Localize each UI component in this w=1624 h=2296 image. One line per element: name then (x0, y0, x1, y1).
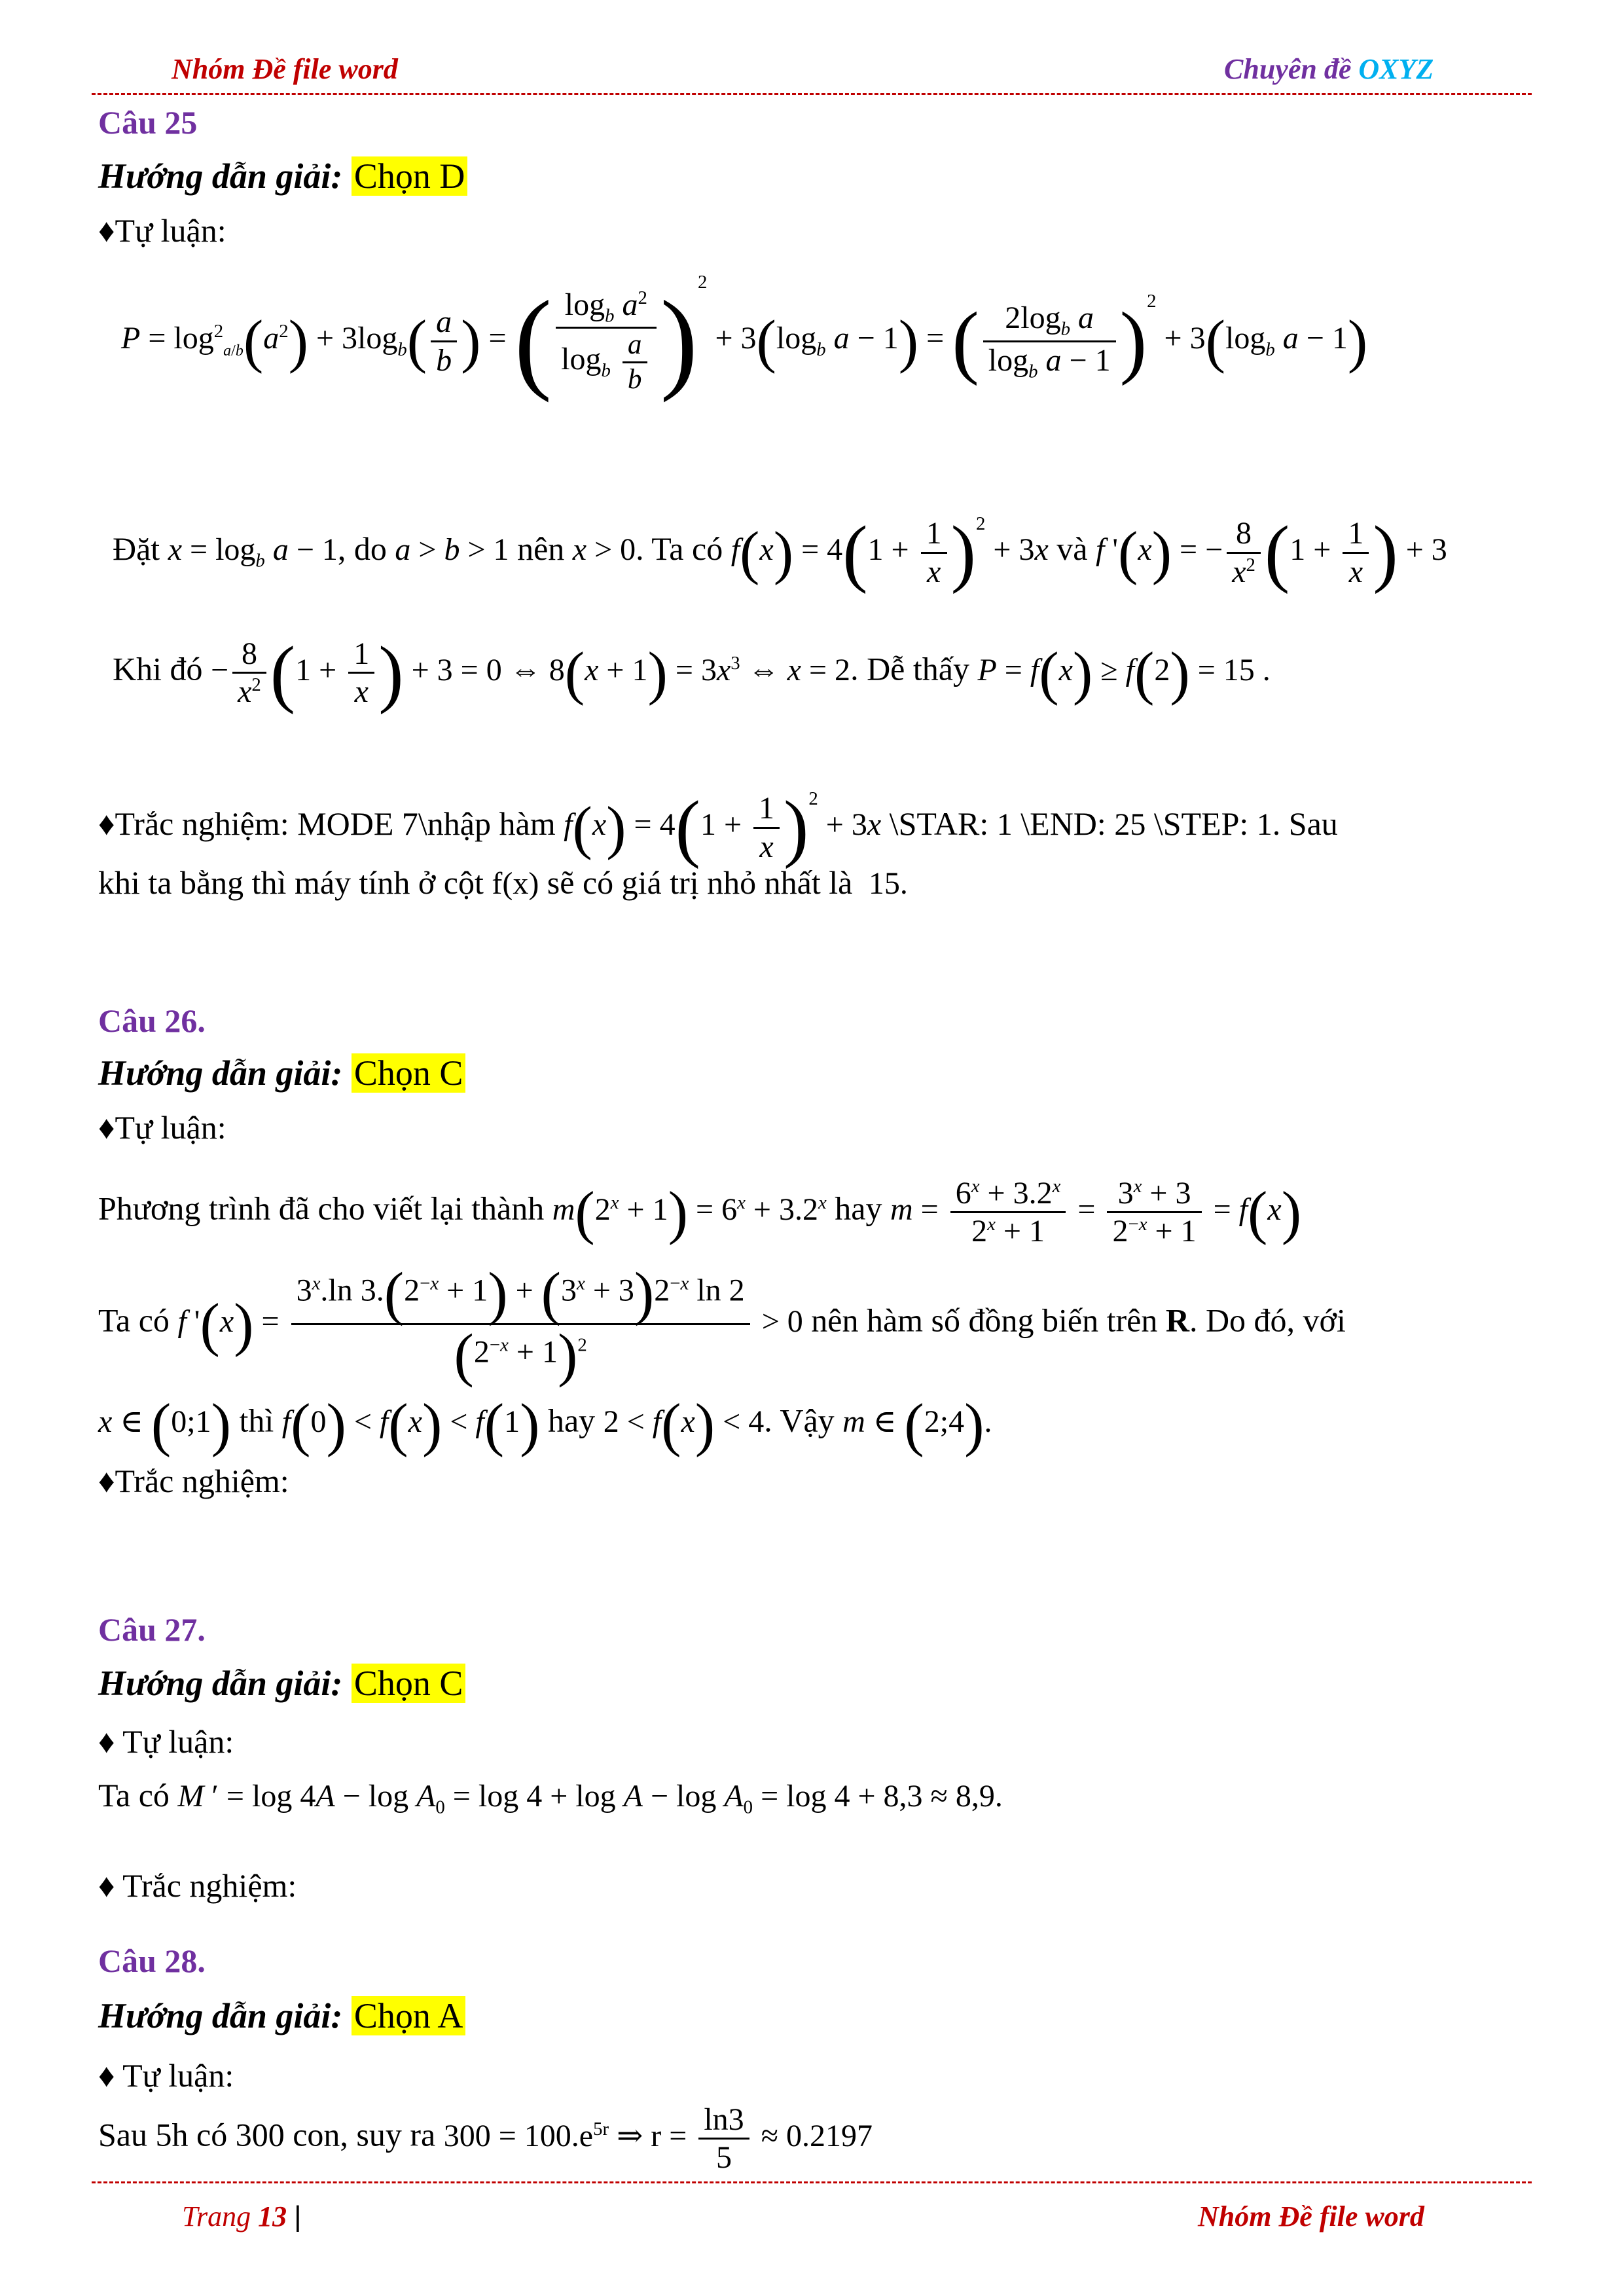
q26-answer-highlight: Chọn C (352, 1053, 466, 1093)
q28-guide (98, 1995, 465, 2036)
header-right-prefix: Chuyên đề (1224, 53, 1359, 85)
header-rule (92, 93, 1532, 95)
footer-rule (92, 2181, 1532, 2183)
q28-answer-highlight: Chọn A (352, 1996, 466, 2035)
q26-guide (98, 1053, 465, 1093)
q25-dat-text-4: . Ta có (636, 530, 723, 568)
q25-khi-text-1: Khi đó (113, 650, 203, 687)
q25-tn-star-val: 1 (996, 807, 1013, 843)
q25-tn2-end: . (899, 866, 908, 901)
footer-page-number: 13 (258, 2200, 287, 2232)
q28-title: Câu 28. (98, 1942, 206, 1979)
q25-tn2-text-2: sẽ có giá trị nhỏ nhất là (547, 864, 853, 901)
q26-l2-R: R (1165, 1302, 1189, 1339)
q28-line1: Sau 5h có 300 con, suy ra $300 = 100.e^{5r}$ ⇒ r = $\frac{\ln 3}{5}$ ≈ 0.2197 (98, 2102, 873, 2176)
q25-tn-text-1: ♦Trắc nghiệm: MODE 7\nhập hàm (98, 805, 556, 843)
q25-dat-text-1: Đặt (113, 530, 160, 568)
q26-tu-luan: ♦Tự luận: (98, 1109, 226, 1146)
q26-l3-text-1: thì (239, 1402, 274, 1439)
q26-l3-text-2: hay (547, 1402, 596, 1439)
q26-line3: x ∈ (0;1) thì f(0) < f(x) < f(1) hay 2 < f(x) < 4. Vậy m ∈ (2;4). (98, 1391, 992, 1457)
q26-l1-text-2: hay (835, 1190, 882, 1227)
q27-answer-highlight: Chọn C (352, 1664, 466, 1703)
q27-l1-text-1: Ta có (98, 1777, 170, 1813)
q25-tn-end: \END: (1020, 805, 1106, 843)
q27-tu-luan: ♦ Tự luận: (98, 1723, 234, 1760)
q26-l3-text-3: . Vậy (764, 1402, 835, 1439)
q26-tn: ♦Trắc nghiệm: (98, 1463, 289, 1499)
q25-dat-text-2: , do (337, 530, 387, 568)
q26-l2-text-1: Ta có (98, 1302, 170, 1339)
q25-khi-text-2: . Dễ thấy (850, 650, 969, 687)
q25-guide-label: Hướng dẫn giải: (98, 156, 343, 196)
q25-p-formula: $P = \log^2_{a/b}(a^2) + 3\log_b$( $\frac{a}{b}$ ) = ( $\log_b a^2$ $\log_b$ $\frac{a}{b}$ )$^2 + 3(\log_b$ a − 1) = ( $\frac{2\log_b a}{\log_b a - 1}$ )$^2 + 3(\log_b$ a − 1) (121, 272, 1368, 403)
q25-tn2-val: 15 (868, 866, 900, 901)
q25-guide (98, 156, 467, 196)
q27-tn: ♦ Trắc nghiệm: (98, 1867, 297, 1904)
footer-separator: | (294, 2200, 302, 2232)
q26-l1-text-1: Phương trình đã cho viết lại thành (98, 1190, 545, 1227)
q27-guide-label: Hướng dẫn giải: (98, 1664, 343, 1703)
q25-tn2-fx: f(x) (492, 866, 539, 901)
q25-tn-end-val: 25 (1114, 807, 1146, 843)
q25-dat-text-5: và (1056, 530, 1088, 568)
q25-tn-text-2: . Sau (1272, 805, 1338, 843)
q25-tn-step-val: 1 (1256, 807, 1272, 843)
q28-guide-label: Hướng dẫn giải: (98, 1996, 343, 2035)
q25-dat-line: Đặt $x = \log_b a - 1$, do a > b > 1 nên x > 0. Ta có f(x) = 4(1 + $\frac{1}{x}$ )$^2$ + 3x và f '(x) = − $\frac{8}{x^2}$ (1 + $\frac{1}{x}$ ) + 3 (113, 510, 1447, 594)
q25-tn2-text-1: khi ta bằng thì máy tính ở cột (98, 864, 484, 901)
q26-title: Câu 26. (98, 1002, 206, 1039)
q26-l2-text-3: . Do đó, với (1189, 1302, 1346, 1339)
q25-tn-line2 (98, 863, 908, 903)
q28-l1-text-1: Sau 5h có 300 con, suy ra (98, 2116, 436, 2153)
q26-line2: Ta có f '(x) = $\frac{3^x.\ln 3.(2^{-x} + 1) + (3^x + 3)2^{-x} \ln 2}{(2^{-x} + 1)^2}$ > 0 nên hàm số đồng biến trên R. Do đó, với (98, 1260, 1346, 1389)
q25-tn-step: \STEP: (1153, 805, 1249, 843)
q25-tu-luan: ♦Tự luận: (98, 212, 226, 249)
footer-page-label: Trang (182, 2200, 259, 2232)
q27-guide (98, 1663, 465, 1704)
footer-left (182, 2200, 302, 2233)
header-right (1224, 52, 1434, 86)
header-right-accent: OXYZ (1358, 53, 1434, 85)
q25-title: Câu 25 (98, 104, 198, 141)
q25-answer-highlight: Chọn D (352, 156, 468, 196)
q28-tu-luan: ♦ Tự luận: (98, 2057, 234, 2094)
q25-dat-text-3: nên (517, 530, 565, 568)
q25-tn-line1: ♦Trắc nghiệm: MODE 7\nhập hàm f(x) = 4(1 + $\frac{1}{x}$ )$^2$ + 3x \STAR: 1 \END: 25 \STEP: 1. Sau (98, 785, 1338, 869)
q25-tn-star: \STAR: (889, 805, 989, 843)
q27-line1: Ta có M ′ = $\log 4A - \log A_0 = \log 4 + \log A - \log A_0 = \log 4 + 8,3 \approx 8,9$. (98, 1777, 1003, 1818)
footer-right: Nhóm Đề file word (1198, 2200, 1424, 2232)
q27-title: Câu 27. (98, 1611, 206, 1648)
q26-l2-text-2: nên hàm số đồng biến trên (811, 1302, 1158, 1339)
q26-line1: Phương trình đã cho viết lại thành $m(2^x + 1) = 6^x + 3.2^x$ hay m = $\frac{6^x + 3.2^x}{2^x + 1}$ = $\frac{3^x + 3}{2^{-x} + 1}$ = f(x) (98, 1176, 1302, 1249)
q25-khi-line: Khi đó − $\frac{8}{x^2}$ (1 + $\frac{1}{x}$ ) + 3 = 0 ⇔ $8(x + 1) = 3x^3$ ⇔ x = 2. Dễ thấy P = f(x) ≥ f(2) = 15 . (113, 630, 1271, 714)
q26-guide-label: Hướng dẫn giải: (98, 1053, 343, 1093)
header-left: Nhóm Đề file word (171, 53, 398, 85)
